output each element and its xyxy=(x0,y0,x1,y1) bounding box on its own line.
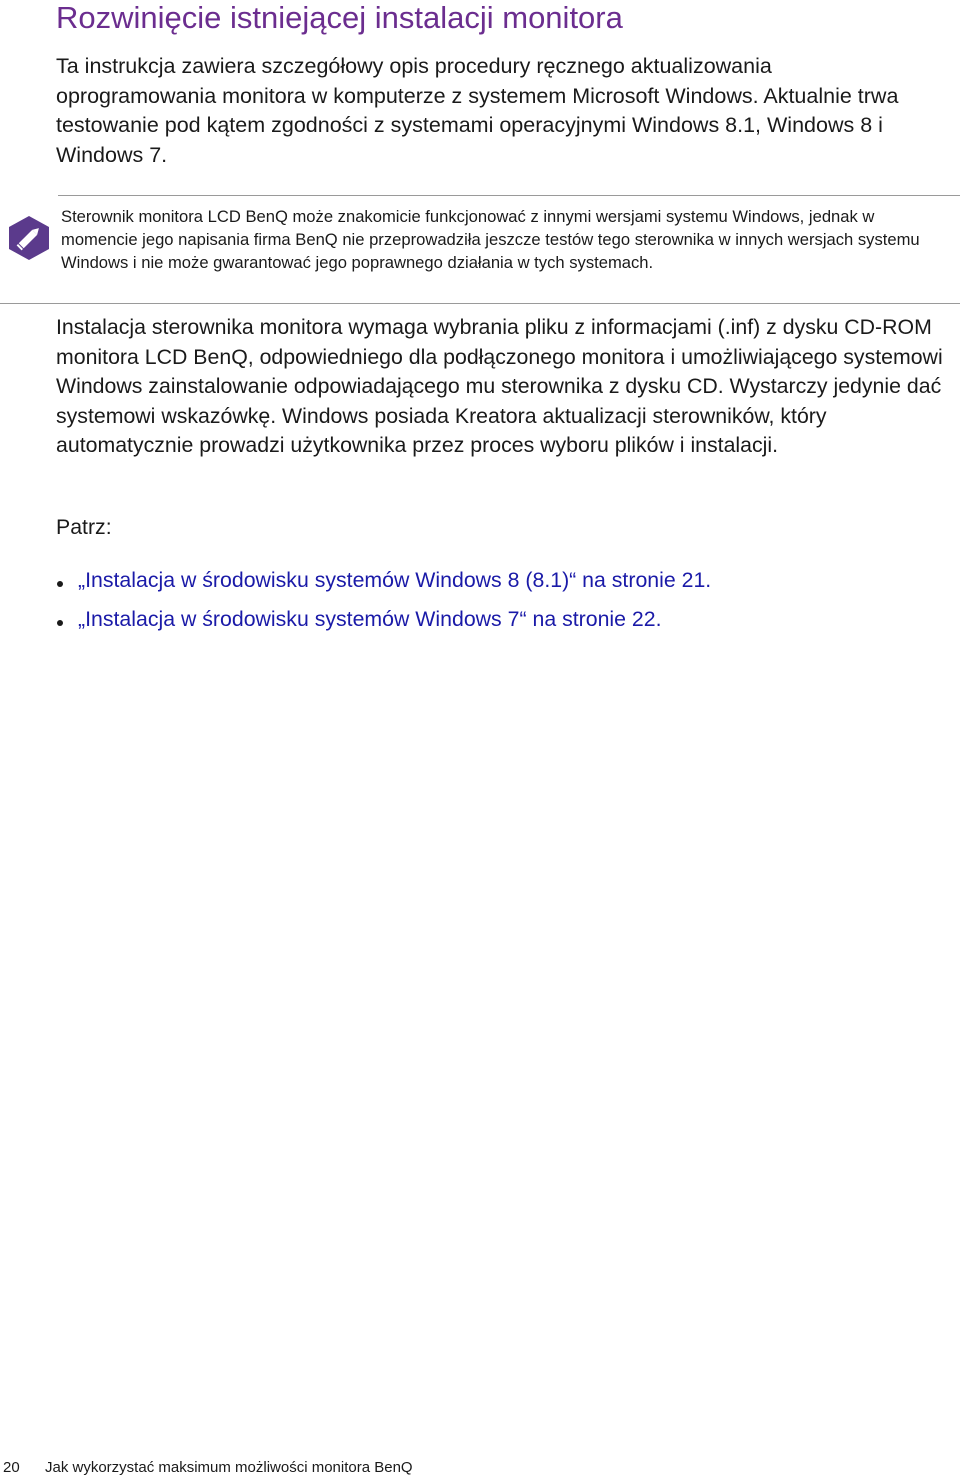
note-bottom-rule xyxy=(0,303,960,304)
link-windows-7[interactable]: „Instalacja w środowisku systemów Windows 7“ na stronie 22. xyxy=(78,607,662,631)
link-windows-8[interactable]: „Instalacja w środowisku systemów Windows 8 (8.1)“ na stronie 21. xyxy=(78,568,712,592)
note-text: Sterownik monitora LCD BenQ może znakomicie funkcjonować z innymi wersjami systemu Windows, jednak w momencie jego napisania firma BenQ nie przeprowadziła jeszcze testów tego sterownika w innych wersjach systemu Windows i nie może gwarantować jego poprawnego działania w tych systemach. xyxy=(61,207,920,273)
bullet-icon xyxy=(57,581,63,587)
pencil-icon xyxy=(6,215,52,261)
note-top-rule xyxy=(58,195,960,196)
page-number: 20 xyxy=(3,1459,20,1476)
page-title: Rozwinięcie istniejącej instalacji monitora xyxy=(56,0,623,35)
see-label: Patrz: xyxy=(56,515,112,539)
intro-paragraph: Ta instrukcja zawiera szczegółowy opis procedury ręcznego aktualizowania oprogramowania monitora w komputerze z systemem Microsoft Windows. Aktualnie trwa testowanie pod kątem zgodności z systemami operacyjnymi Windows 8.1, Windows 8 i Windows 7. xyxy=(56,54,899,168)
bullet-icon xyxy=(57,620,63,626)
body-paragraph: Instalacja sterownika monitora wymaga wybrania pliku z informacjami (.inf) z dysku CD-ROM monitora LCD BenQ, odpowiedniego dla podłączonego monitora i umożliwiającego systemowi Windows zainstalowanie odpowiadającego mu sterownika z dysku CD. Wystarczy jedynie dać systemowi wskazówkę. Windows posiada Kreatora aktualizacji sterowników, który automatycznie prowadzi użytkownika przez proces wyboru plików i instalacji. xyxy=(56,315,943,458)
note-box xyxy=(0,195,960,303)
footer-text: Jak wykorzystać maksimum możliwości monitora BenQ xyxy=(45,1459,413,1476)
